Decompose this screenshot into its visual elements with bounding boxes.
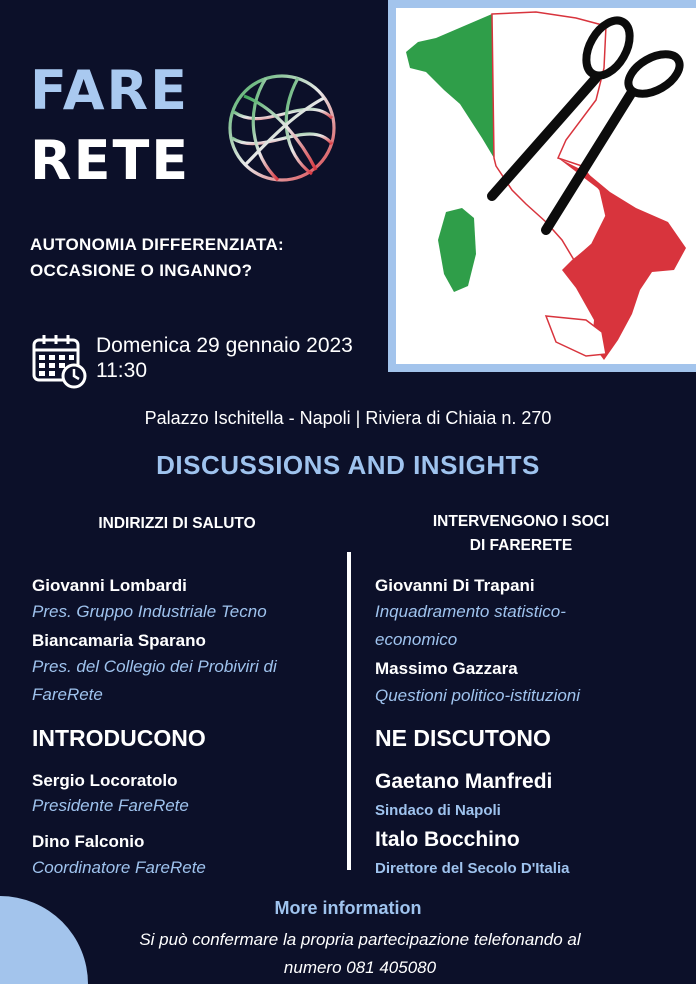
speaker-role: Questioni politico-istituzioni	[375, 686, 581, 705]
left-column-heading: INDIRIZZI DI SALUTO	[98, 515, 256, 532]
event-time: 11:30	[96, 359, 147, 382]
rsvp-note-line2: numero 081 405080	[283, 958, 437, 977]
section-ne-discutono: NE DISCUTONO	[375, 725, 551, 751]
speaker-role: Sindaco di Napoli	[375, 802, 501, 819]
calendar-clock-icon	[30, 332, 88, 390]
speaker-role: Pres. Gruppo Industriale Tecno	[32, 602, 267, 621]
speaker-role: Presidente FareRete	[32, 796, 189, 815]
speaker-role: economico	[375, 630, 458, 649]
tagline-line1: AUTONOMIA DIFFERENZIATA:	[30, 235, 284, 254]
event-tagline	[30, 232, 284, 284]
speaker-name: Giovanni Lombardi	[32, 576, 187, 595]
brand-title-line2: RETE	[30, 129, 191, 192]
right-heading-line2: DI FARERETE	[469, 537, 573, 554]
speaker-name: Biancamaria Sparano	[32, 631, 206, 650]
brand-title-line1: FARE	[30, 59, 189, 122]
speaker-name: Gaetano Manfredi	[375, 770, 553, 793]
speaker-role: Direttore del Secolo D'Italia	[375, 860, 570, 877]
tagline-line2: OCCASIONE O INGANNO?	[30, 261, 253, 280]
right-column-heading	[376, 510, 666, 558]
speaker-role: Inquadramento statistico-	[375, 602, 566, 621]
speaker-name: Sergio Locoratolo	[32, 771, 178, 790]
event-venue: Palazzo Ischitella - Napoli | Riviera di Chiaia n. 270	[144, 408, 552, 428]
speaker-name: Italo Bocchino	[375, 828, 520, 851]
speaker-role: Pres. del Collegio dei Probiviri di	[32, 657, 277, 676]
headline: DISCUSSIONS AND INSIGHTS	[156, 450, 540, 480]
speaker-role: Coordinatore FareRete	[32, 858, 206, 877]
speaker-name: Giovanni Di Trapani	[375, 576, 535, 595]
more-information-heading: More information	[274, 898, 422, 918]
globe-logo-icon	[226, 72, 338, 184]
speaker-name: Dino Falconio	[32, 832, 145, 851]
column-divider	[347, 552, 351, 870]
rsvp-note-line1: Si può confermare la propria partecipazione telefonando al	[139, 930, 581, 949]
right-heading-line1: INTERVENGONO I SOCI	[432, 513, 610, 530]
event-date: Domenica 29 gennaio 2023	[96, 334, 353, 357]
speaker-name: Massimo Gazzara	[375, 659, 518, 678]
speaker-role: FareRete	[32, 685, 103, 704]
italy-map-image	[388, 0, 696, 372]
section-introducono: INTRODUCONO	[32, 725, 206, 751]
event-datetime	[96, 333, 353, 383]
rsvp-note	[60, 926, 660, 982]
